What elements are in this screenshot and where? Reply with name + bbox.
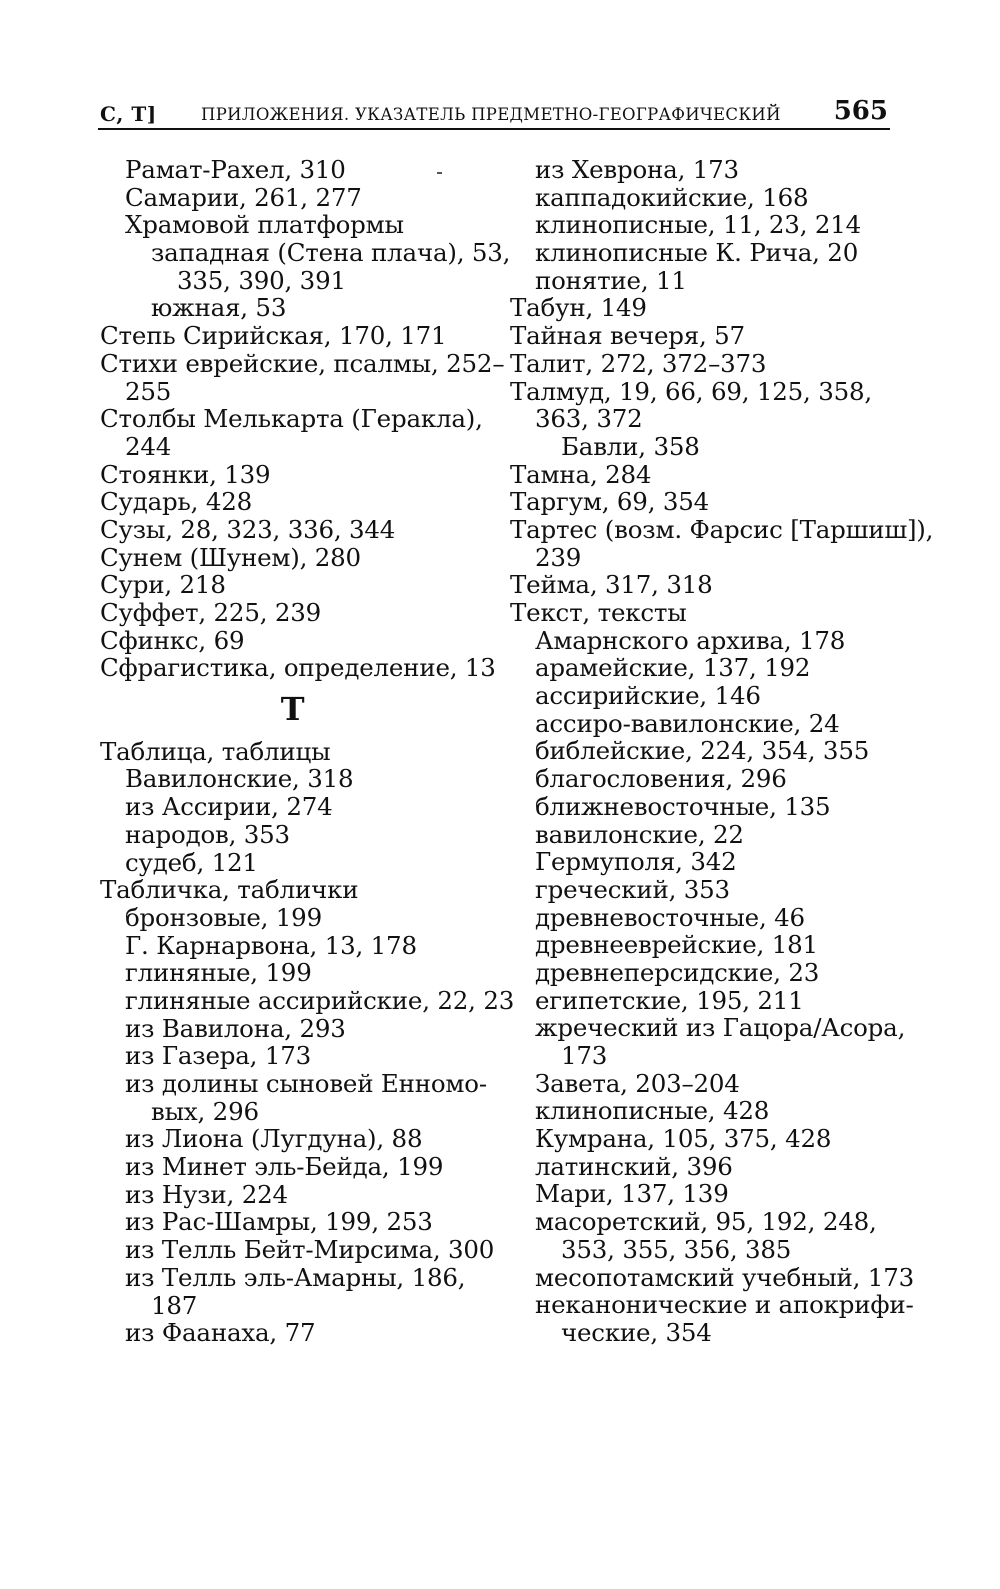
index-entry: месопотамский учебный, 173 <box>535 1262 914 1292</box>
index-entry: Храмовой платформы <box>125 210 404 240</box>
index-entry: Сури, 218 <box>100 570 226 600</box>
index-entry: Самарии, 261, 277 <box>125 182 362 212</box>
index-entry-continuation: 173 <box>561 1041 608 1070</box>
index-entry: из долины сыновей Енномо- <box>125 1069 487 1098</box>
index-column-left <box>100 155 515 1348</box>
index-entry: из Ассирии, 274 <box>125 792 333 822</box>
index-entry: Тамна, 284 <box>510 459 652 489</box>
running-header <box>98 88 890 130</box>
index-entry: клинописные, 428 <box>535 1096 770 1126</box>
index-entry: арамейские, 137, 192 <box>535 653 811 683</box>
index-entry: каппадокийские, 168 <box>535 182 809 212</box>
index-entry: Таргум, 69, 354 <box>510 487 710 517</box>
index-entry-continuation: 187 <box>151 1290 198 1320</box>
index-entry: жреческий из Гацора/Асора, <box>535 1013 906 1043</box>
index-entry: из Рас-Шамры, 199, 253 <box>125 1207 433 1237</box>
index-entry: из Фаанаха, 77 <box>125 1318 316 1348</box>
index-entry: Амарнского архива, 178 <box>535 625 846 655</box>
index-entry: древнеперсидские, 23 <box>535 957 820 987</box>
index-entry: Г. Карнарвона, 13, 178 <box>125 930 417 960</box>
index-entry-continuation: вых, 296 <box>151 1096 259 1126</box>
index-entry: библейские, 224, 354, 355 <box>535 736 870 766</box>
index-entry: ближневосточные, 135 <box>535 791 831 821</box>
index-entry: глиняные ассирийские, 22, 23 <box>125 985 515 1015</box>
index-entry: латинский, 396 <box>535 1151 733 1181</box>
index-entry: древнееврейские, 181 <box>535 930 818 960</box>
index-entry: вавилонские, 22 <box>535 819 744 849</box>
index-entry: судеб, 121 <box>125 847 258 877</box>
index-entry: древневосточные, 46 <box>535 902 805 932</box>
index-entry: Сфрагистика, определение, 13 <box>100 653 496 683</box>
index-entry-continuation: ческие, 354 <box>561 1317 712 1347</box>
index-entry: Сузы, 28, 323, 336, 344 <box>100 514 396 544</box>
index-entry: неканонические и апокрифи- <box>535 1290 914 1320</box>
index-entry: из Хеврона, 173 <box>535 155 739 184</box>
page-number: 565 <box>833 96 888 126</box>
index-entry: Тейма, 317, 318 <box>510 570 713 600</box>
index-entry: Стихи еврейские, псалмы, 252– <box>100 348 505 378</box>
index-entry-continuation: 239 <box>535 542 582 572</box>
index-entry: ассирийские, 146 <box>535 681 761 711</box>
index-entry-continuation: 335, 390, 391 <box>177 265 346 295</box>
index-entry: Завета, 203–204 <box>535 1068 740 1098</box>
index-entry: Столбы Мелькарта (Геракла), <box>100 404 483 434</box>
index-entry: из Минет эль-Бейда, 199 <box>125 1152 444 1182</box>
index-entry: из Телль эль-Амарны, 186, <box>125 1262 466 1292</box>
index-entry: Талит, 272, 372–373 <box>510 348 767 378</box>
index-entry-continuation: 363, 372 <box>535 404 643 434</box>
index-entry: Стоянки, 139 <box>100 459 271 489</box>
index-entry: западная (Стена плача), 53, <box>151 238 511 268</box>
index-entry: благословения, 296 <box>535 764 787 794</box>
index-entry: Текст, тексты <box>510 598 687 627</box>
index-entry: Кумрана, 105, 375, 428 <box>535 1124 832 1154</box>
index-entry: из Телль Бейт-Мирсима, 300 <box>125 1235 495 1265</box>
index-entry: из Нузи, 224 <box>125 1179 288 1209</box>
index-entry: бронзовые, 199 <box>125 902 322 932</box>
index-entry: ассиро-вавилонские, 24 <box>535 708 840 738</box>
index-entry: клинописные, 11, 23, 214 <box>535 210 862 240</box>
index-entry: Табличка, таблички <box>100 875 359 905</box>
header-title: ПРИЛОЖЕНИЯ. УКАЗАТЕЛЬ ПРЕДМЕТНО-ГЕОГРАФИЧЕСКИЙ <box>201 105 781 124</box>
index-entry: масоретский, 95, 192, 248, <box>535 1207 877 1237</box>
index-entry: Степь Сирийская, 170, 171 <box>100 321 447 351</box>
index-entry: Суффет, 225, 239 <box>100 598 322 627</box>
index-entry: Сфинкс, 69 <box>100 625 245 655</box>
index-entry: народов, 353 <box>125 819 290 849</box>
index-entry: глиняные, 199 <box>125 958 312 988</box>
index-entry: Талмуд, 19, 66, 69, 125, 358, <box>510 376 872 406</box>
index-entry: из Вавилона, 293 <box>125 1013 346 1043</box>
index-entry: Сударь, 428 <box>100 487 253 517</box>
index-column-right <box>510 155 934 1347</box>
index-entry: Табун, 149 <box>510 293 647 323</box>
index-entry: Рамат-Рахел, 310 <box>125 155 346 184</box>
index-entry: египетские, 195, 211 <box>535 985 804 1015</box>
index-entry: греческий, 353 <box>535 874 730 904</box>
index-entry: Гермуполя, 342 <box>535 847 737 877</box>
index-entry: Вавилонские, 318 <box>125 764 354 794</box>
index-entry-continuation: 353, 355, 356, 385 <box>561 1234 792 1264</box>
index-entry: клинописные К. Рича, 20 <box>535 238 859 268</box>
index-entry: из Газера, 173 <box>125 1041 311 1071</box>
index-entry-continuation: 255 <box>125 376 172 406</box>
index-entry: понятие, 11 <box>535 265 687 295</box>
index-entry: Бавли, 358 <box>561 431 700 461</box>
index-entry: из Лиона (Лугдуна), 88 <box>125 1124 423 1154</box>
index-entry: Тайная вечеря, 57 <box>510 321 745 351</box>
index-entry: Мари, 137, 139 <box>535 1179 729 1209</box>
index-entry: южная, 53 <box>151 293 287 323</box>
index-entry: Сунем (Шунем), 280 <box>100 542 361 572</box>
header-section-range: С, Т] <box>100 102 157 126</box>
index-entry-continuation: 244 <box>125 431 172 461</box>
index-entry: Тартес (возм. Фарсис [Таршиш]), <box>510 514 934 544</box>
section-letter-heading: Т <box>280 690 305 729</box>
index-entry: Таблица, таблицы <box>100 736 331 766</box>
